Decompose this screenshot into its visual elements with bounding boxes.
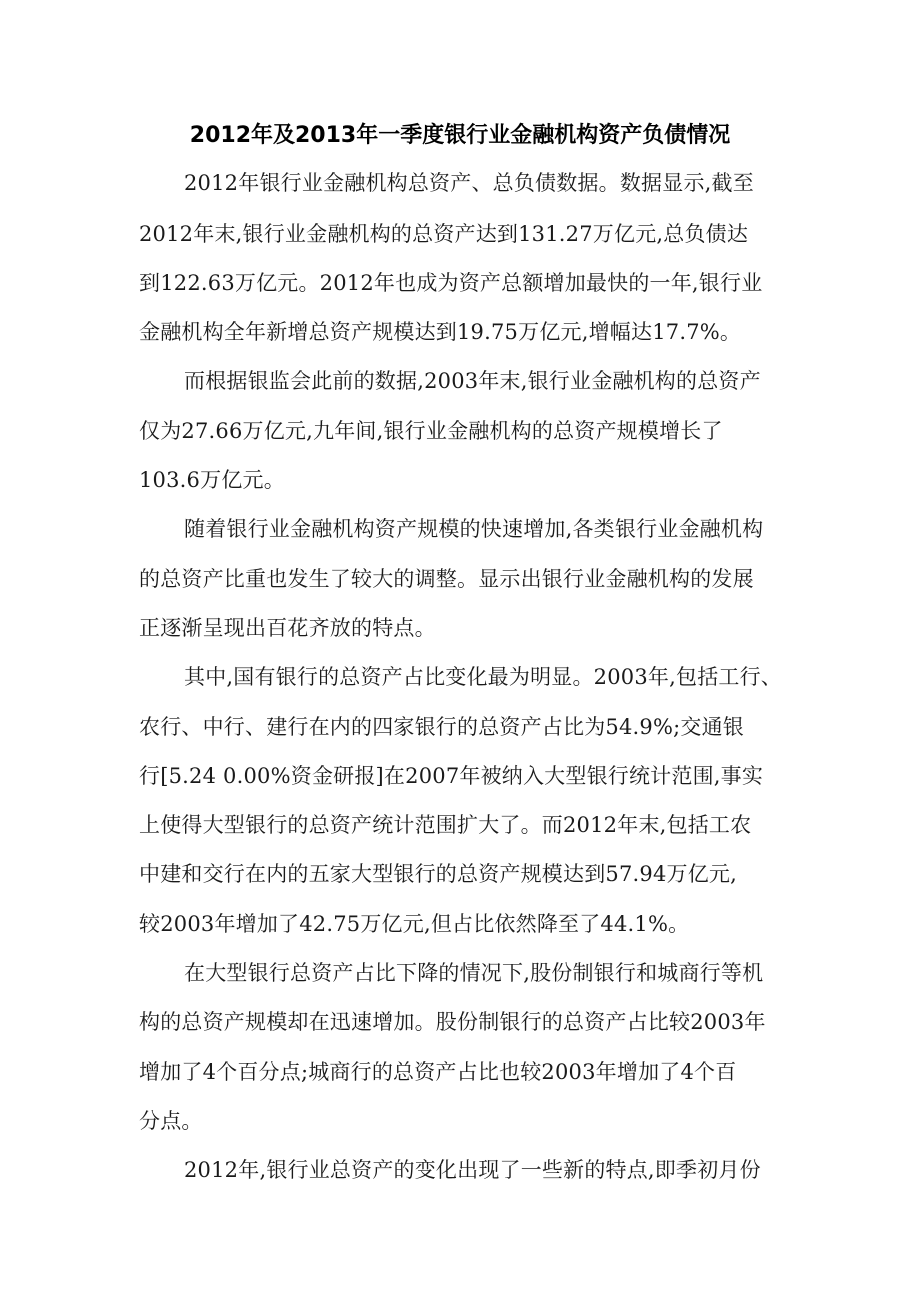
- body-line: 仅为27.66万亿元,九年间,银行业金融机构的总资产规模增长了: [139, 419, 723, 443]
- body-line: 其中,国有银行的总资产占比变化最为明显。2003年,包括工行、: [184, 665, 782, 689]
- body-line: 较2003年增加了42.75万亿元,但占比依然降至了44.1%。: [139, 912, 690, 936]
- body-line: 行[5.24 0.00%资金研报]在2007年被纳入大型银行统计范围,事实: [139, 764, 764, 788]
- body-line: 增加了4个百分点;城商行的总资产占比也较2003年增加了4个百: [139, 1060, 737, 1084]
- body-line: 2012年末,银行业金融机构的总资产达到131.27万亿元,总负债达: [139, 222, 749, 246]
- document-title: 2012年及2013年一季度银行业金融机构资产负债情况: [189, 123, 731, 148]
- body-line: 中建和交行在内的五家大型银行的总资产规模达到57.94万亿元,: [139, 862, 737, 886]
- body-line: 正逐渐呈现出百花齐放的特点。: [139, 616, 436, 640]
- body-line: 上使得大型银行的总资产统计范围扩大了。而2012年末,包括工农: [139, 813, 752, 837]
- body-line: 金融机构全年新增总资产规模达到19.75万亿元,增幅达17.7%。: [139, 320, 742, 344]
- body-line: 2012年,银行业总资产的变化出现了一些新的特点,即季初月份: [184, 1158, 761, 1182]
- body-line: 随着银行业金融机构资产规模的快速增加,各类银行业金融机构: [184, 517, 764, 541]
- body-line: 103.6万亿元。: [139, 468, 285, 492]
- body-line: 而根据银监会此前的数据,2003年末,银行业金融机构的总资产: [184, 369, 761, 393]
- body-line: 在大型银行总资产占比下降的情况下,股份制银行和城商行等机: [184, 961, 764, 985]
- body-line: 的总资产比重也发生了较大的调整。显示出银行业金融机构的发展: [139, 567, 754, 591]
- body-line: 到122.63万亿元。2012年也成为资产总额增加最快的一年,银行业: [139, 271, 763, 295]
- body-line: 分点。: [139, 1109, 203, 1133]
- body-line: 农行、中行、建行在内的四家银行的总资产占比为54.9%;交通银: [139, 715, 744, 739]
- body-line: 构的总资产规模却在迅速增加。股份制银行的总资产占比较2003年: [139, 1010, 766, 1034]
- body-line: 2012年银行业金融机构总资产、总负债数据。数据显示,截至: [184, 171, 754, 195]
